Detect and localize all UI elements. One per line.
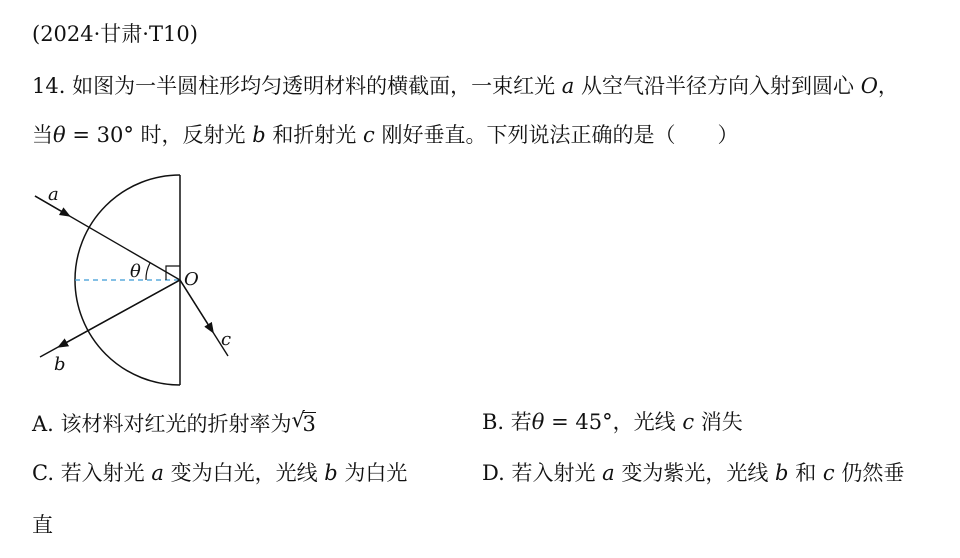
label-theta: θ (130, 261, 141, 282)
stem-text: 如图为一半圆柱形均匀透明材料的横截面，一束红光 (72, 74, 556, 98)
option-a-label: A. (32, 412, 54, 436)
var-a: a (602, 461, 615, 485)
var-c: c (682, 410, 695, 434)
var-theta: θ (531, 410, 545, 434)
var-b: b (324, 461, 338, 485)
stem-text: 从空气沿半径方向入射到圆心 (581, 74, 854, 98)
var-c: c (822, 461, 835, 485)
option-d-text: 若入射光 (511, 461, 596, 485)
option-c[interactable] (32, 463, 407, 484)
option-a[interactable] (32, 408, 316, 436)
label-O: O (184, 269, 199, 290)
var-b: b (252, 123, 266, 147)
stem-text: ， (877, 74, 899, 98)
var-theta: θ (53, 123, 66, 147)
label-c: c (221, 329, 232, 350)
option-a-text: 该材料对红光的折射率为 (60, 412, 292, 436)
question-number: 14. (32, 74, 66, 98)
var-a: a (151, 461, 164, 485)
var-c: c (363, 123, 375, 147)
option-d-text: 变为紫光，光线 (621, 461, 769, 485)
var-a: a (561, 74, 575, 98)
option-b-text: = 45°，光线 (544, 410, 676, 434)
option-d-text: 和 (795, 461, 817, 485)
stem-text: = 30° 时，反射光 (65, 123, 246, 147)
option-d-label: D. (482, 461, 505, 485)
label-b: b (54, 354, 66, 375)
option-d[interactable] (482, 463, 904, 484)
question-source: (2024·甘肃·T10) (32, 22, 198, 46)
var-b: b (775, 461, 789, 485)
stem-text: 和折射光 (272, 123, 357, 147)
var-O: O (860, 74, 878, 98)
option-c-text: 若入射光 (60, 461, 145, 485)
semicircle-arc (75, 175, 180, 385)
sqrt-expression: √ 3 (291, 408, 316, 436)
option-c-text: 为白光 (344, 461, 408, 485)
option-b[interactable] (482, 412, 743, 433)
theta-angle-arc (146, 263, 150, 280)
radicand: 3 (302, 412, 316, 436)
option-c-text: 变为白光，光线 (170, 461, 318, 485)
option-d-text: 仍然垂 (841, 461, 905, 485)
option-b-label: B. (482, 410, 505, 434)
option-c-label: C. (32, 461, 54, 485)
option-d-continuation: 直 (32, 513, 53, 537)
label-a: a (48, 184, 59, 205)
option-b-text: 消失 (700, 410, 743, 434)
stem-text: 当 (32, 123, 53, 147)
option-b-text: 若 (510, 410, 532, 434)
stem-text: 刚好垂直。下列说法正确的是（ ） (381, 123, 739, 147)
